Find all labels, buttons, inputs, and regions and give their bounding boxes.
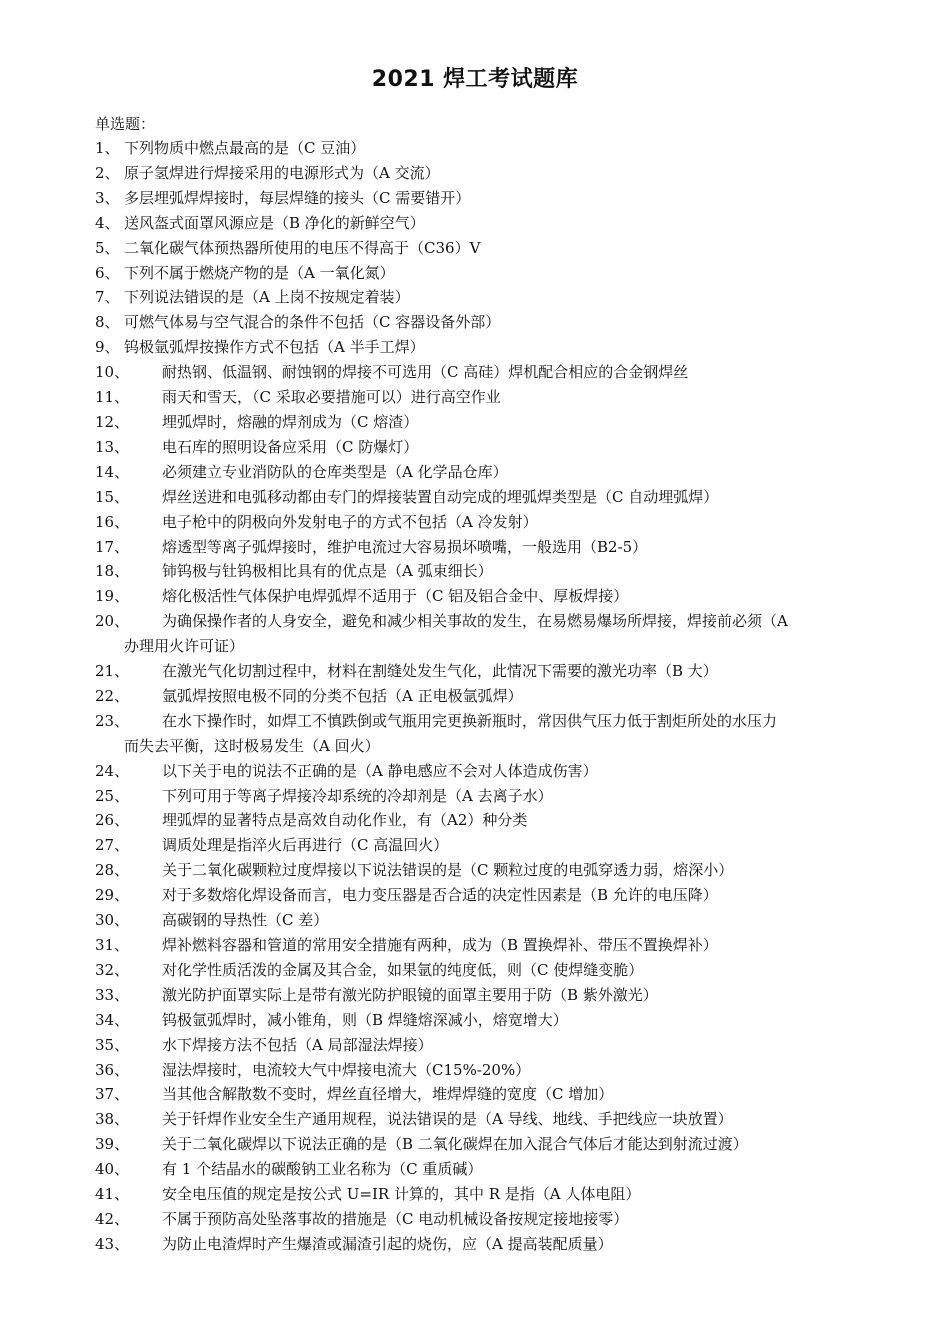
- question-text: 水下焊接方法不包括（A 局部湿法焊接）: [162, 1035, 433, 1054]
- question-number: 17、: [95, 537, 130, 556]
- question-number: 27、: [95, 836, 130, 855]
- question-text: 在水下操作时，如焊工不慎跌倒或气瓶用完更换新瓶时，常因供气压力低于割炬所处的水压力: [162, 711, 778, 730]
- question-number: 1、: [95, 139, 120, 157]
- question-item: [95, 1008, 875, 1033]
- question-number: 37、: [95, 1085, 130, 1104]
- question-number: 23、: [95, 711, 130, 730]
- question-text: 可燃气体易与空气混合的条件不包括（C 容器设备外部）: [124, 313, 501, 332]
- question-number: 11、: [95, 388, 130, 407]
- question-item: [95, 1182, 875, 1207]
- question-text: 为确保操作者的人身安全，避免和减少相关事故的发生，在易燃易爆场所焊接，焊接前必须（A: [162, 612, 788, 631]
- question-item: [95, 858, 875, 883]
- question-item: [95, 709, 875, 759]
- question-text: 有 1 个结晶水的碳酸钠工业名称为（C 重质碱）: [162, 1160, 483, 1179]
- question-text: 熔透型等离子弧焊接时，维护电流过大容易损坏喷嘴，一般选用（B2-5）: [162, 537, 648, 556]
- question-number: 3、: [95, 188, 120, 207]
- question-number: 30、: [95, 911, 130, 930]
- question-number: 32、: [95, 960, 130, 979]
- question-item: [95, 1232, 875, 1257]
- question-number: 39、: [95, 1135, 130, 1154]
- document-title: 2021 焊工考试题库: [371, 67, 579, 92]
- question-item: [95, 958, 875, 983]
- question-item: [95, 808, 875, 833]
- question-item: [95, 659, 875, 684]
- question-number: 5、: [95, 238, 120, 257]
- question-number: 28、: [95, 861, 130, 880]
- question-item: [95, 310, 875, 335]
- question-number: 41、: [95, 1185, 130, 1204]
- question-number: 36、: [95, 1060, 130, 1079]
- question-item: [95, 1157, 875, 1182]
- question-text: 高碳钢的导热性（C 差）: [162, 911, 329, 930]
- question-text: 下列说法错误的是（A 上岗不按规定着装）: [124, 288, 410, 307]
- question-text: 调质处理是指淬火后再进行（C 高温回火）: [162, 836, 449, 855]
- question-item: [95, 908, 875, 933]
- question-item: [95, 335, 875, 360]
- question-number: 40、: [95, 1160, 130, 1179]
- question-number: 10、: [95, 363, 130, 382]
- question-text: 熔化极活性气体保护电焊弧焊不适用于（C 铝及铝合金中、厚板焊接）: [162, 587, 629, 606]
- question-item: [95, 385, 875, 410]
- question-list: [95, 136, 875, 1257]
- question-text: 以下关于电的说法不正确的是（A 静电感应不会对人体造成伤害）: [162, 761, 598, 780]
- question-item: [95, 261, 875, 286]
- question-number: 24、: [95, 761, 130, 780]
- question-text: 耐热钢、低温钢、耐蚀钢的焊接不可选用（C 高硅）焊机配合相应的合金钢焊丝: [162, 363, 689, 382]
- question-number: 8、: [95, 313, 120, 332]
- question-number: 2、: [95, 163, 120, 182]
- question-number: 16、: [95, 512, 130, 531]
- question-text: 对化学性质活泼的金属及其合金，如果氩的纯度低，则（C 使焊缝变脆）: [162, 960, 644, 979]
- question-number: 13、: [95, 437, 130, 456]
- question-number: 22、: [95, 686, 130, 705]
- question-item: [95, 485, 875, 510]
- question-text: 必须建立专业消防队的仓库类型是（A 化学品仓库）: [162, 462, 508, 481]
- question-text: 关于二氧化碳焊以下说法正确的是（B 二氧化碳焊在加入混合气体后才能达到射流过渡）: [162, 1135, 748, 1154]
- question-text: 钨极氩弧焊时，减小锥角，则（B 焊缝熔深减小，熔宽增大）: [162, 1010, 568, 1029]
- question-number: 4、: [95, 213, 120, 232]
- question-text: 在激光气化切割过程中，材料在割缝处发生气化，此情况下需要的激光功率（B 大）: [162, 662, 718, 681]
- question-item: [95, 1132, 875, 1157]
- question-item: [95, 460, 875, 485]
- question-text: 氩弧焊按照电极不同的分类不包括（A 正电极氩弧焊）: [162, 686, 523, 705]
- question-text: 湿法焊接时，电流较大气中焊接电流大（C15%-20%）: [162, 1060, 531, 1079]
- question-item: [95, 609, 875, 659]
- question-number: 14、: [95, 462, 130, 481]
- question-item: [95, 883, 875, 908]
- question-text: 激光防护面罩实际上是带有激光防护眼镜的面罩主要用于防（B 紫外激光）: [162, 985, 658, 1004]
- question-text: 安全电压值的规定是按公式 U=IR 计算的，其中 R 是指（A 人体电阻）: [162, 1185, 641, 1204]
- question-number: 31、: [95, 936, 130, 954]
- question-item: [95, 285, 875, 310]
- question-text: 电子枪中的阴极向外发射电子的方式不包括（A 冷发射）: [162, 512, 538, 531]
- question-text: 下列物质中燃点最高的是（C 豆油）: [124, 139, 366, 157]
- question-number: 7、: [95, 288, 120, 307]
- question-number: 42、: [95, 1209, 130, 1228]
- question-item: [95, 684, 875, 709]
- question-text: 当其他含解散数不变时，焊丝直径增大，堆焊焊缝的宽度（C 增加）: [162, 1085, 614, 1104]
- question-item: [95, 435, 875, 460]
- question-number: 21、: [95, 662, 130, 681]
- question-text: 埋弧焊的显著特点是高效自动化作业，有（A2）种分类: [162, 811, 528, 830]
- question-item: [95, 211, 875, 236]
- question-item: [95, 584, 875, 609]
- question-number: 9、: [95, 338, 120, 357]
- question-text: 为防止电渣焊时产生爆渣或漏渣引起的烧伤，应（A 提高装配质量）: [162, 1234, 613, 1253]
- question-item: [95, 759, 875, 784]
- question-number: 26、: [95, 811, 130, 830]
- question-number: 18、: [95, 562, 130, 581]
- question-item: [95, 1107, 875, 1132]
- question-text: 埋弧焊时，熔融的焊剂成为（C 熔渣）: [162, 412, 419, 431]
- question-text: 钨极氩弧焊按操作方式不包括（A 半手工焊）: [124, 338, 425, 357]
- question-item: [95, 833, 875, 858]
- question-text: 焊补燃料容器和管道的常用安全措施有两种，成为（B 置换焊补、带压不置换焊补）: [162, 936, 718, 954]
- question-item: [95, 559, 875, 584]
- question-number: 25、: [95, 786, 130, 805]
- question-number: 20、: [95, 612, 130, 631]
- question-text: 雨天和雪天，（C 采取必要措施可以）进行高空作业: [162, 388, 501, 407]
- question-item: [95, 933, 875, 958]
- question-number: 29、: [95, 886, 130, 905]
- question-item: [95, 535, 875, 560]
- question-text: 多层埋弧焊焊接时，每层焊缝的接头（C 需要错开）: [124, 188, 471, 207]
- question-item: [95, 1058, 875, 1083]
- question-text: 下列可用于等离子焊接冷却系统的冷却剂是（A 去离子水）: [162, 786, 553, 805]
- question-number: 38、: [95, 1110, 130, 1129]
- question-item: [95, 360, 875, 385]
- question-number: 43、: [95, 1234, 130, 1253]
- question-item: [95, 983, 875, 1008]
- question-item: [95, 510, 875, 535]
- question-text-continued: 办理用火许可证）: [124, 637, 245, 656]
- question-text: 原子氢焊进行焊接采用的电源形式为（A 交流）: [124, 163, 440, 182]
- question-text: 焊丝送进和电弧移动都由专门的焊接装置自动完成的埋弧焊类型是（C 自动埋弧焊）: [162, 487, 719, 506]
- question-number: 19、: [95, 587, 130, 606]
- question-number: 34、: [95, 1010, 130, 1029]
- question-number: 33、: [95, 985, 130, 1004]
- question-text: 对于多数熔化焊设备而言，电力变压器是否合适的决定性因素是（B 允许的电压降）: [162, 886, 718, 905]
- question-number: 12、: [95, 412, 130, 431]
- question-text: 二氧化碳气体预热器所使用的电压不得高于（C36）V: [124, 238, 481, 257]
- question-item: [95, 1033, 875, 1058]
- question-text: 不属于预防高处坠落事故的措施是（C 电动机械设备按规定接地接零）: [162, 1209, 629, 1228]
- question-item: [95, 784, 875, 809]
- question-item: [95, 410, 875, 435]
- question-item: [95, 1207, 875, 1232]
- question-item: [95, 161, 875, 186]
- section-label: 单选题：: [95, 115, 156, 133]
- question-text: 关于二氧化碳颗粒过度焊接以下说法错误的是（C 颗粒过度的电弧穿透力弱，熔深小）: [162, 861, 734, 880]
- question-item: [95, 236, 875, 261]
- question-text-continued: 而失去平衡，这时极易发生（A 回火）: [124, 736, 380, 755]
- question-number: 6、: [95, 263, 120, 282]
- question-text: 下列不属于燃烧产物的是（A 一氧化氮）: [124, 263, 395, 282]
- question-text: 电石库的照明设备应采用（C 防爆灯）: [162, 437, 419, 456]
- question-number: 35、: [95, 1035, 130, 1054]
- question-text: 关于钎焊作业安全生产通用规程，说法错误的是（A 导线、地线、手把线应一块放置）: [162, 1110, 733, 1129]
- question-number: 15、: [95, 487, 130, 506]
- question-item: [95, 186, 875, 211]
- question-item: [95, 136, 875, 161]
- question-item: [95, 1082, 875, 1107]
- question-text: 铈钨极与钍钨极相比具有的优点是（A 弧束细长）: [162, 562, 493, 581]
- question-text: 送风盔式面罩风源应是（B 净化的新鲜空气）: [124, 213, 425, 232]
